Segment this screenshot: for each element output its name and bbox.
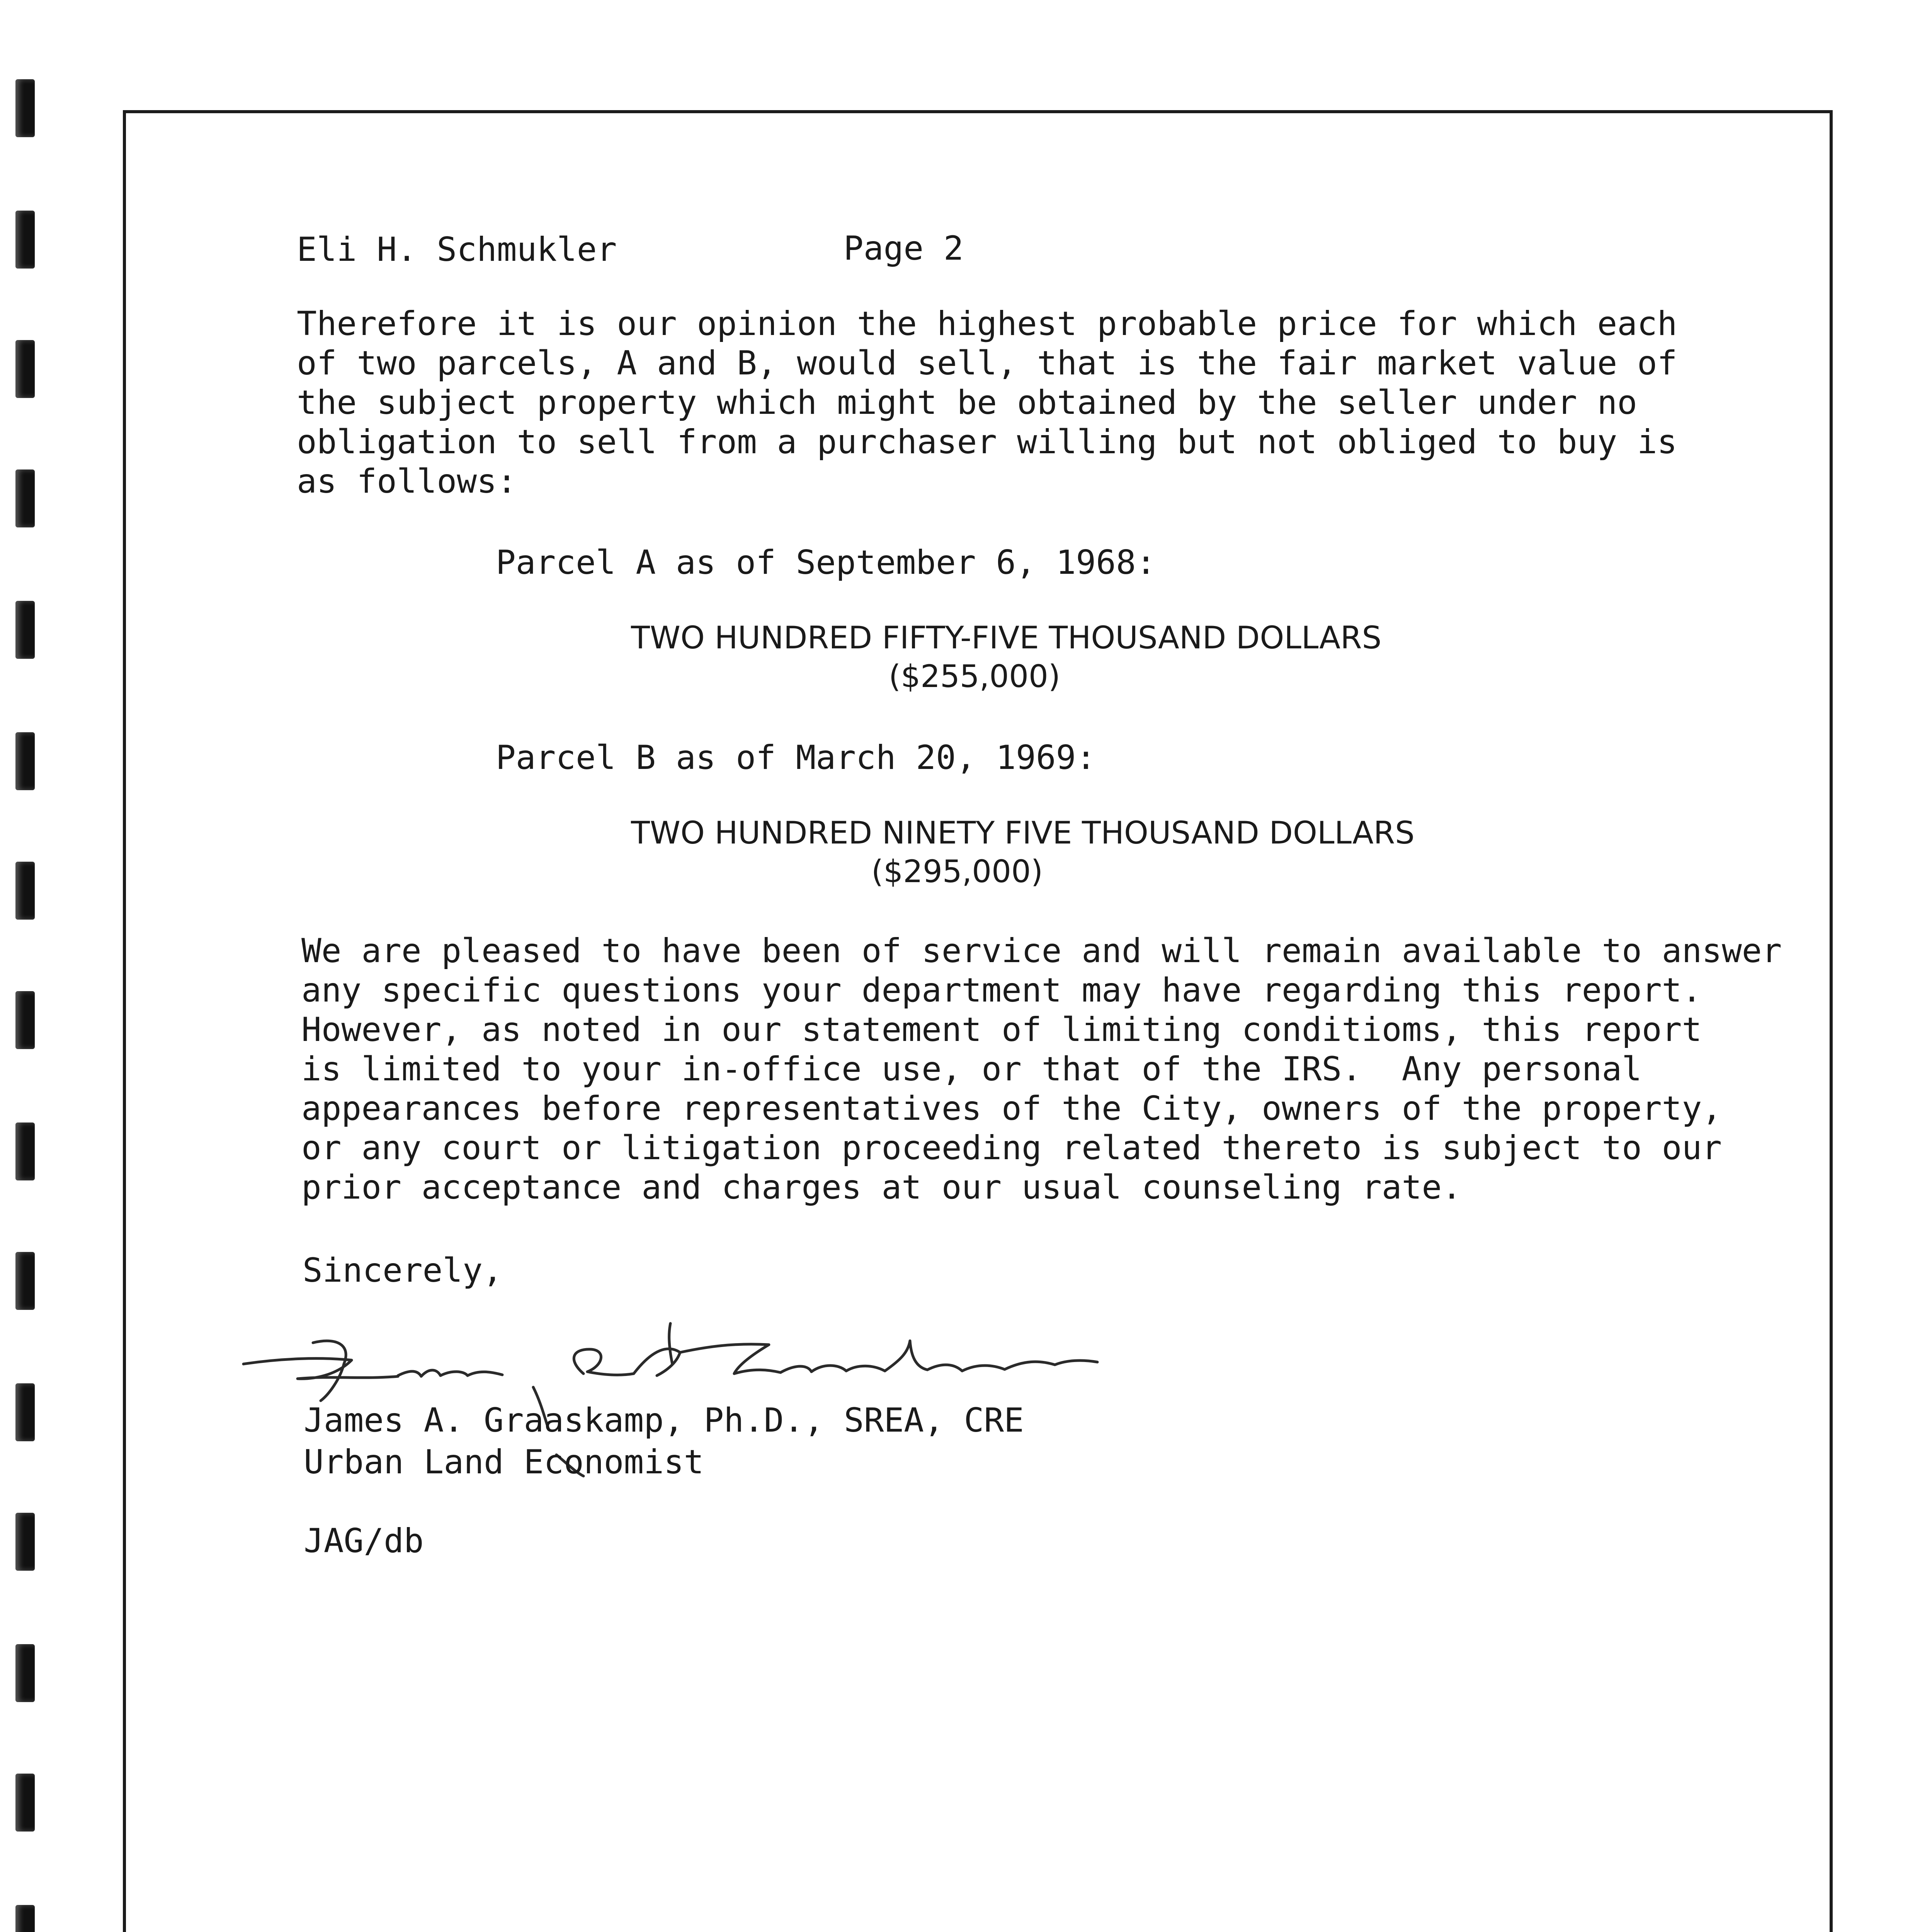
paragraph-line: or any court or litigation proceeding related thereto is subject to our bbox=[301, 1129, 1722, 1167]
paragraph-line: of two parcels, A and B, would sell, that is the fair market value of bbox=[297, 344, 1677, 383]
paragraph-line: We are pleased to have been of service and will remain available to answer bbox=[301, 932, 1782, 970]
paragraph-line: appearances before representatives of the City, owners of the property, bbox=[301, 1089, 1722, 1128]
paragraph-line: However, as noted in our statement of limiting conditioms, this report bbox=[301, 1010, 1702, 1049]
binding-holes bbox=[15, 0, 54, 1932]
paragraph-line: is limited to your in-office use, or that of the IRS. Any personal bbox=[301, 1050, 1642, 1088]
binding-hole bbox=[15, 1383, 35, 1441]
salutation: Sincerely, bbox=[303, 1251, 503, 1290]
binding-hole bbox=[15, 1252, 35, 1310]
paragraph-line: any specific questions your department may have regarding this report. bbox=[301, 971, 1702, 1010]
paragraph-line: Therefore it is our opinion the highest probable price for which each bbox=[297, 304, 1677, 343]
parcel-a-amount-words: TWO HUNDRED FIFTY-FIVE THOUSAND DOLLARS bbox=[631, 620, 1382, 656]
paragraph-line: as follows: bbox=[297, 462, 517, 501]
signer-name: James A. Graaskamp, Ph.D., SREA, CRE bbox=[304, 1401, 1024, 1440]
binding-hole bbox=[15, 1513, 35, 1571]
binding-hole bbox=[15, 1905, 35, 1932]
parcel-b-amount-figure: ($295,000) bbox=[871, 854, 1043, 889]
binding-hole bbox=[15, 340, 35, 398]
paragraph-line: obligation to sell from a purchaser willing but not obliged to buy is bbox=[297, 423, 1677, 461]
parcel-b-heading: Parcel B as of March 20, 1969: bbox=[496, 738, 1096, 777]
binding-hole bbox=[15, 732, 35, 790]
binding-hole bbox=[15, 1122, 35, 1180]
parcel-b-amount-words: TWO HUNDRED NINETY FIVE THOUSAND DOLLARS bbox=[631, 815, 1415, 851]
parcel-a-amount-figure: ($255,000) bbox=[889, 658, 1061, 694]
binding-hole bbox=[15, 469, 35, 527]
binding-hole bbox=[15, 79, 35, 137]
binding-hole bbox=[15, 1644, 35, 1702]
paragraph-line: prior acceptance and charges at our usual counseling rate. bbox=[301, 1168, 1462, 1207]
service-paragraph bbox=[301, 931, 1782, 1207]
opinion-paragraph bbox=[297, 304, 1677, 501]
page-number: Page 2 bbox=[844, 229, 964, 268]
reference-initials: JAG/db bbox=[304, 1522, 424, 1560]
binding-hole bbox=[15, 1774, 35, 1832]
binding-hole bbox=[15, 211, 35, 269]
binding-hole bbox=[15, 601, 35, 659]
signer-title: Urban Land Economist bbox=[304, 1443, 704, 1481]
binding-hole bbox=[15, 991, 35, 1049]
binding-hole bbox=[15, 862, 35, 920]
paragraph-line: the subject property which might be obtained by the seller under no bbox=[297, 383, 1638, 422]
recipient-name: Eli H. Schmukler bbox=[297, 230, 617, 269]
parcel-a-heading: Parcel A as of September 6, 1968: bbox=[496, 543, 1156, 582]
